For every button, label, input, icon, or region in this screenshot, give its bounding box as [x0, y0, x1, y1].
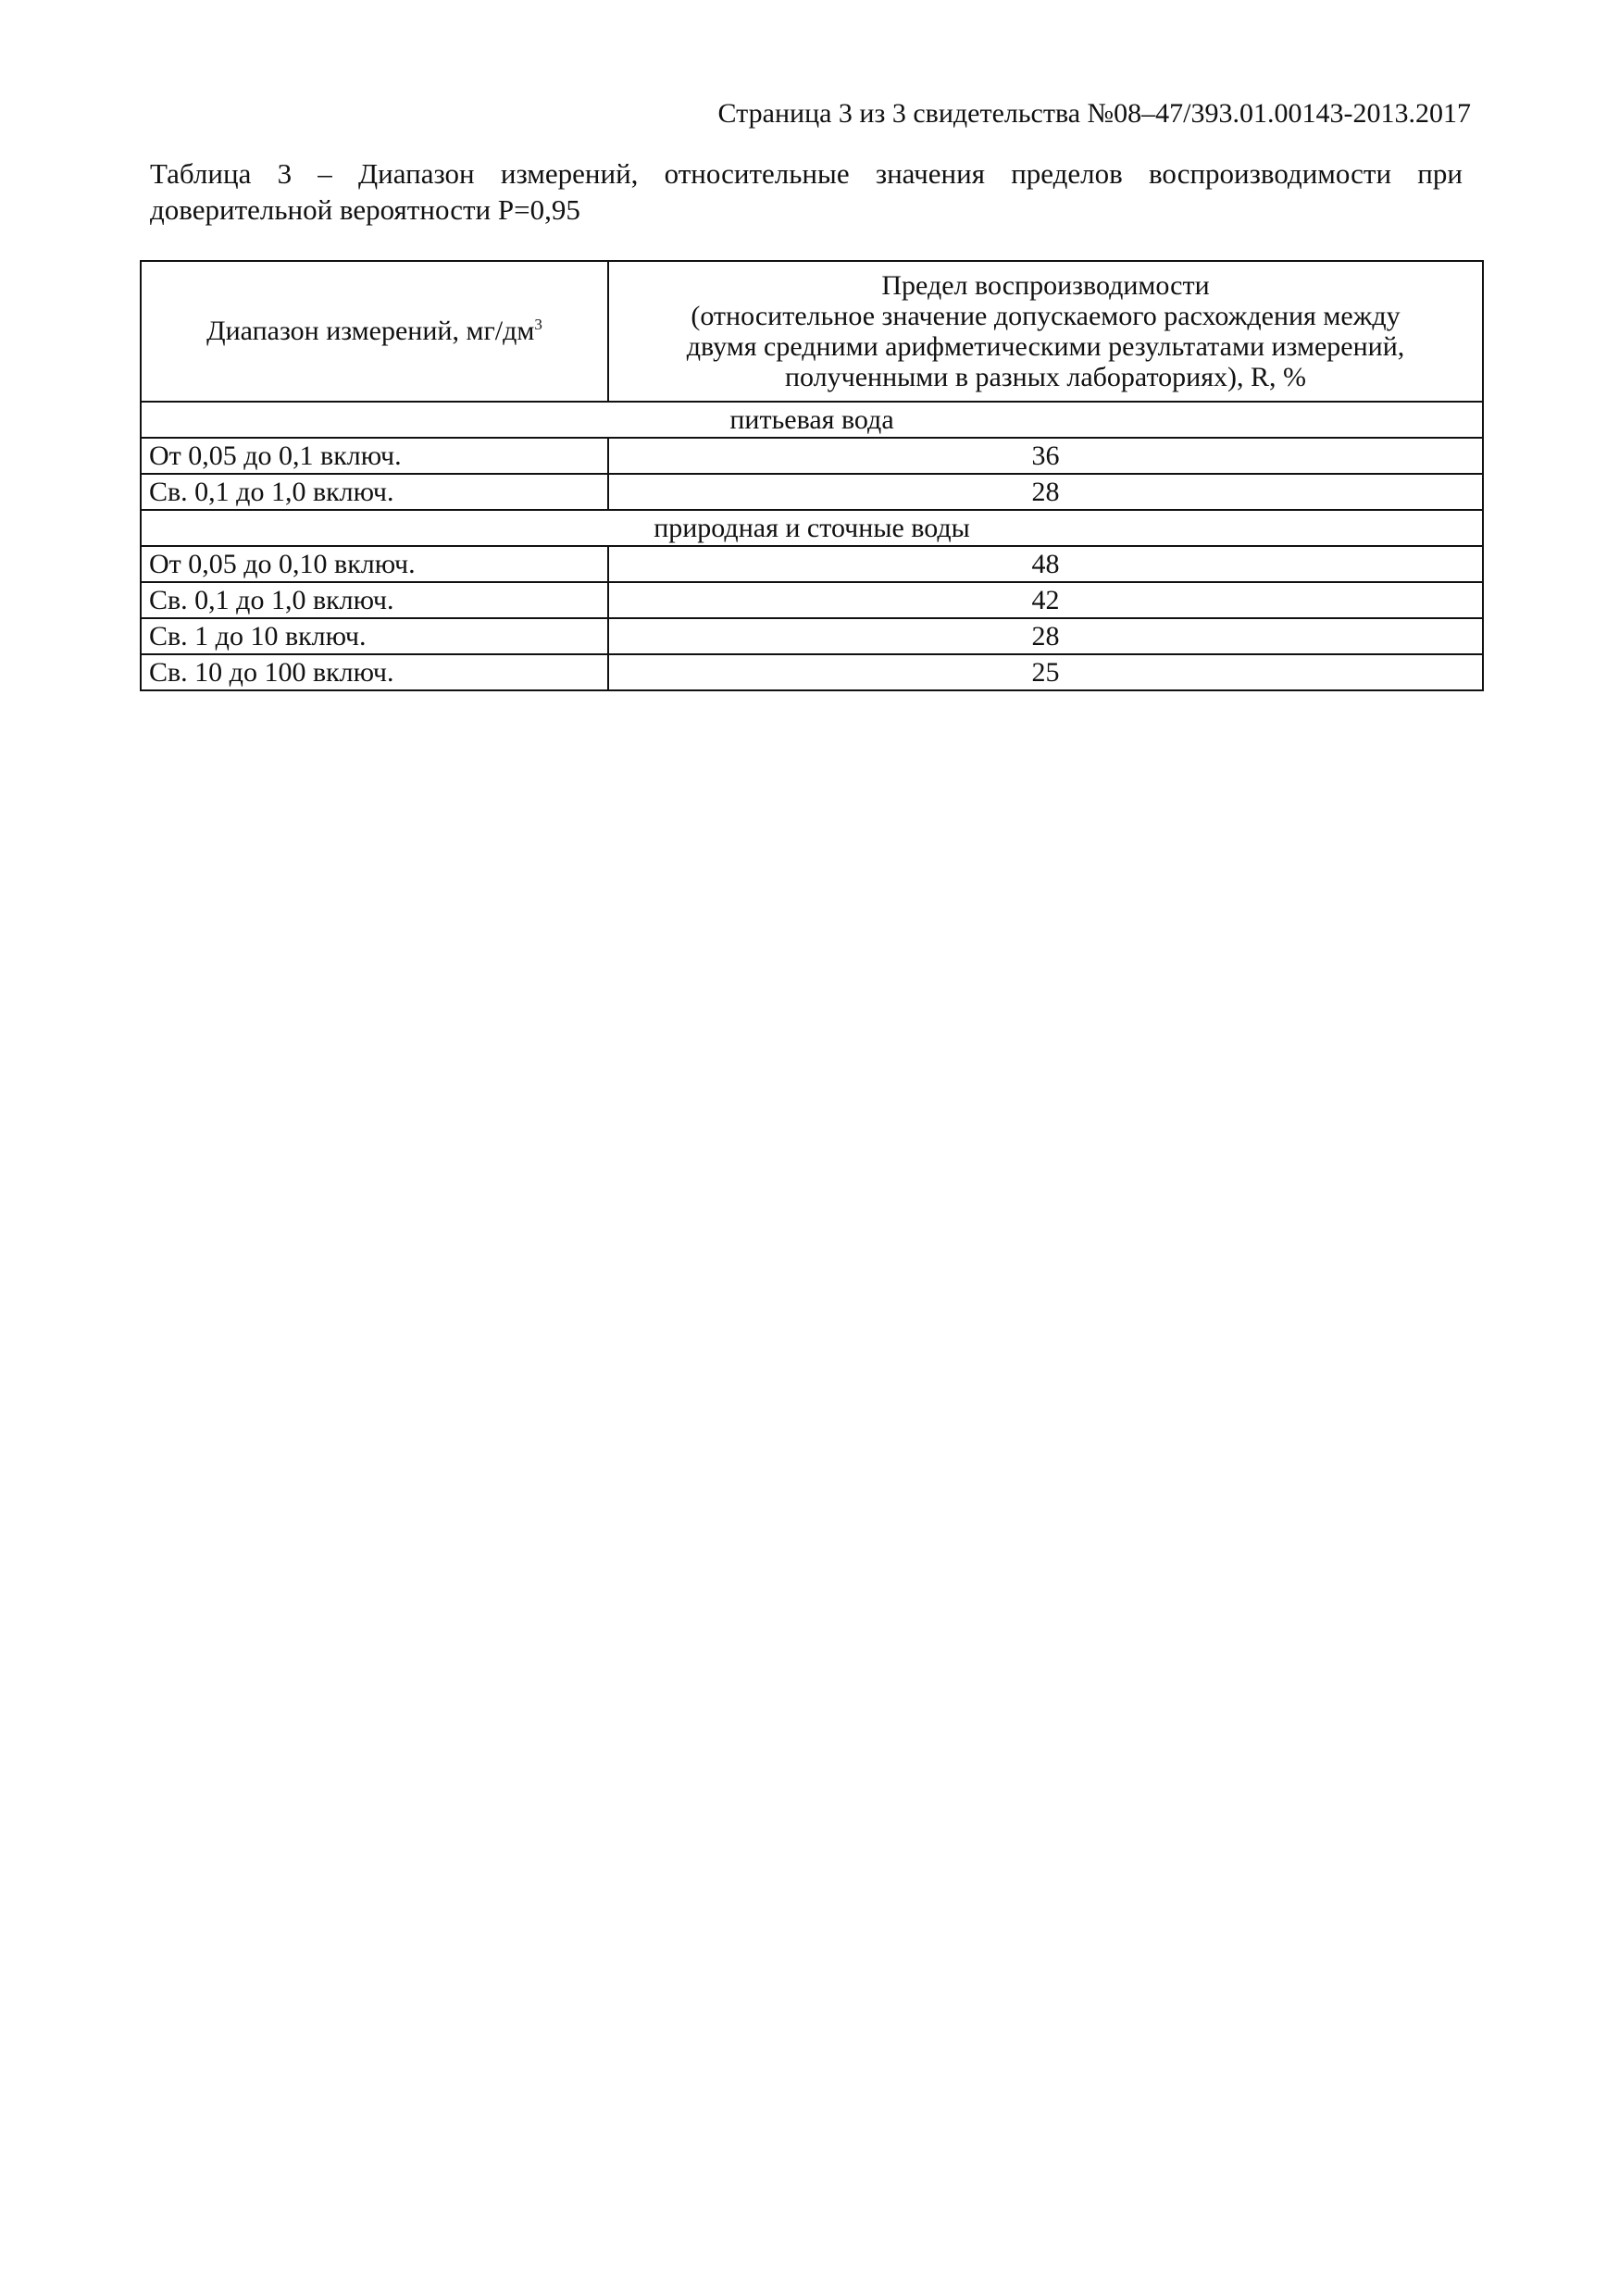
header-limit-line: Предел воспроизводимости	[881, 270, 1210, 301]
header-reproducibility-limit	[608, 261, 1483, 402]
range-cell: Св. 10 до 100 включ.	[141, 654, 608, 690]
range-cell: Св. 0,1 до 1,0 включ.	[141, 474, 608, 510]
range-cell: Св. 1 до 10 включ.	[141, 618, 608, 654]
group-title: питьевая вода	[141, 402, 1483, 438]
caption-line-1: Таблица 3 – Диапазон измерений, относительные значения пределов воспроизводимости при	[150, 157, 1463, 190]
table-caption	[150, 155, 1463, 228]
table-header-row	[141, 261, 1483, 402]
header-measurement-range-text: Диапазон измерений, мг/дм	[206, 316, 535, 346]
page-reference: Страница 3 из 3 свидетельства №08–47/393.01.00143-2013.2017	[717, 98, 1471, 129]
table-row	[141, 546, 1483, 582]
range-cell: От 0,05 до 0,1 включ.	[141, 438, 608, 474]
value-cell: 28	[608, 618, 1483, 654]
value-cell: 25	[608, 654, 1483, 690]
table-row	[141, 618, 1483, 654]
value-cell: 48	[608, 546, 1483, 582]
group-title: природная и сточные воды	[141, 510, 1483, 546]
caption-line-2: доверительной вероятности Р=0,95	[150, 193, 580, 226]
header-unit-superscript: 3	[534, 316, 542, 333]
range-cell: Св. 0,1 до 1,0 включ.	[141, 582, 608, 618]
header-limit-line: (относительное значение допускаемого расхождения между	[691, 301, 1401, 331]
value-cell: 28	[608, 474, 1483, 510]
table-row	[141, 474, 1483, 510]
group-row-drinking-water	[141, 402, 1483, 438]
range-cell: От 0,05 до 0,10 включ.	[141, 546, 608, 582]
table-row	[141, 438, 1483, 474]
reproducibility-table	[140, 260, 1484, 691]
group-row-natural-waste-water	[141, 510, 1483, 546]
table-row	[141, 582, 1483, 618]
header-limit-line: двумя средними арифметическими результатами измерений,	[686, 331, 1405, 362]
table-row	[141, 654, 1483, 690]
value-cell: 36	[608, 438, 1483, 474]
value-cell: 42	[608, 582, 1483, 618]
header-limit-line: полученными в разных лабораториях), R, %	[784, 362, 1307, 392]
header-measurement-range	[141, 261, 608, 402]
